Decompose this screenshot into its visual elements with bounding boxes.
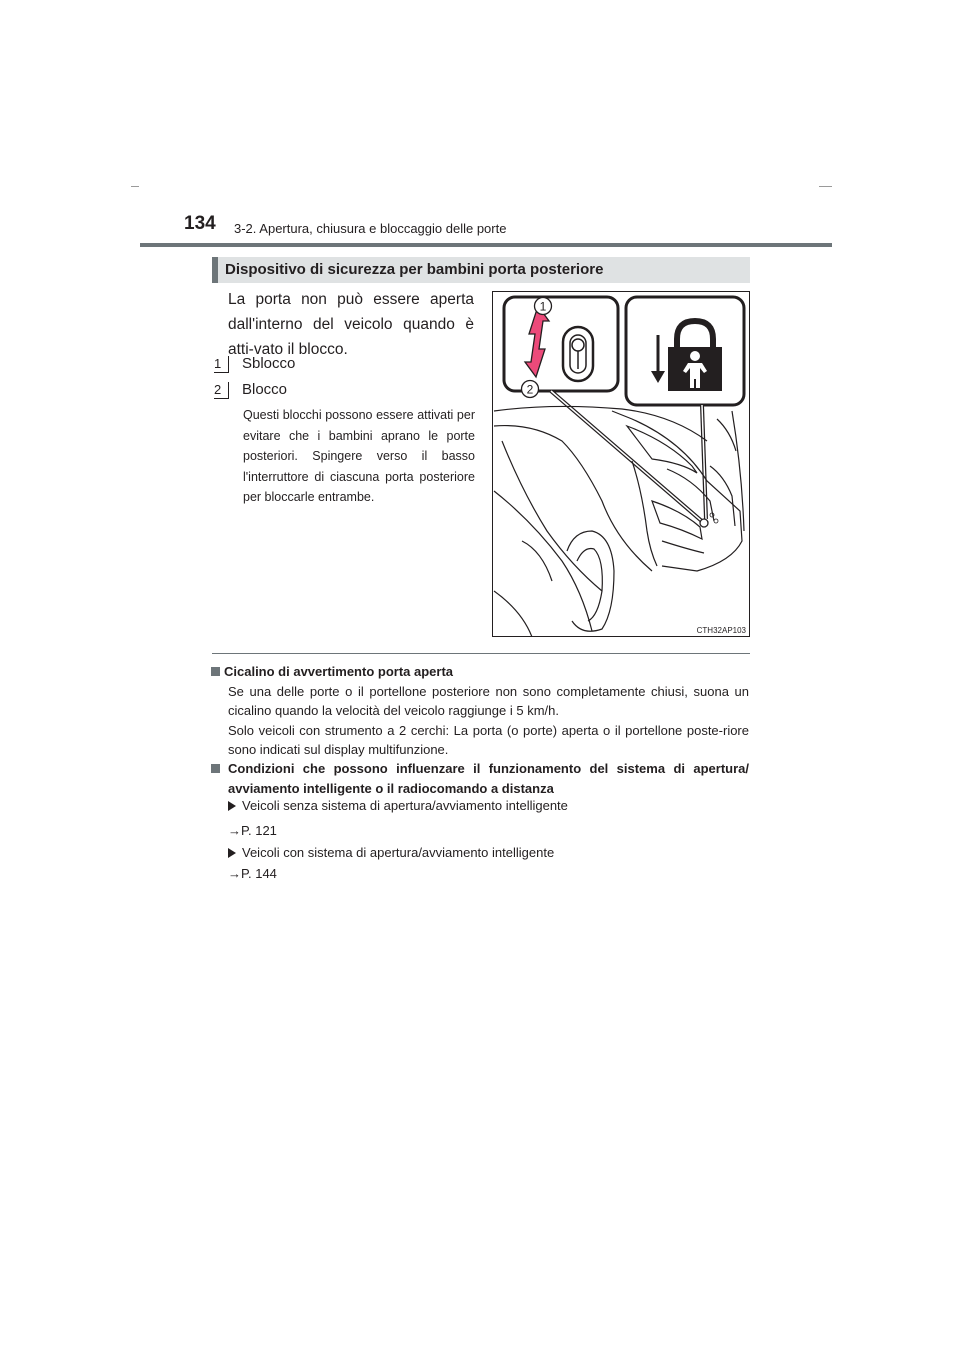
info-block-smart-entry [211,759,749,798]
child-icon [690,351,700,361]
square-bullet-icon [211,667,220,676]
subitem-with-smart-entry [228,845,554,860]
arrow-right-icon: → [228,823,241,838]
header-rule [140,243,832,247]
page-number: 134 [184,213,216,234]
arrow-right-icon: → [228,866,241,881]
page-reference-link[interactable] [228,866,277,881]
item-label: Blocco [242,381,288,398]
triangle-bullet-icon [228,848,236,858]
square-bullet-icon [211,764,220,773]
section-intro: La porta non può essere aperta dall'interno del veicolo quando è atti-vato il blocco. [228,291,474,358]
info-heading: Cicalino di avvertimento porta aperta [224,664,454,679]
info-heading-row [211,662,749,682]
child-lock-illustration [492,291,750,637]
info-paragraph: Se una delle porte o il portellone posteriore non sono completamente chiusi, suona un cicalino quando la velocità del veicolo raggiunge i 5 km/h. [228,683,749,718]
illustration-svg [492,291,750,637]
item-label: Sblocco [242,355,296,372]
item-number: 1 [214,356,229,373]
info-block-door-warning [211,662,749,760]
triangle-bullet-icon [228,801,236,811]
switch-callout-panel [504,297,618,391]
callout-2: 2 [526,382,534,397]
subitem-label: Veicoli con sistema di apertura/avviamento intelligente [242,845,555,860]
list-item-lock [214,381,288,401]
list-item-unlock [214,355,296,375]
section-note: Questi blocchi possono essere attivati per evitare che i bambini aprano le porte posteriori. Spingere verso il basso l'interruttore di ciascuna porta posteriore per bloccarle entrambe. [243,408,475,504]
page-reference: P. 121 [241,823,277,838]
info-paragraph: Solo veicoli con strumento a 2 cerchi: La porta (o porte) aperta o il portellone poste-riore sono indicati sul display multifunzione. [228,722,749,757]
page-reference: P. 144 [241,866,277,881]
chapter-title: 3-2. Apertura, chiusura e bloccaggio delle porte [234,221,507,236]
section-heading-marker [212,257,218,283]
subitem-no-smart-entry [228,798,568,813]
section-title: Dispositivo di sicurezza per bambini porta posteriore [225,261,604,278]
crop-mark-right [819,186,832,187]
item-number: 2 [214,382,229,399]
info-heading: Condizioni che possono influenzare il funzionamento del sistema di apertura/ avviamento intelligente o il radiocomando a distanza [228,761,749,796]
section-separator [212,653,750,654]
crop-mark-left [131,186,139,187]
subitem-label: Veicoli senza sistema di apertura/avviamento intelligente [242,798,568,813]
info-heading-row [211,759,749,798]
section-heading-bar [212,257,750,283]
figure-code: CTH32AP103 [696,626,746,635]
callout-1: 1 [539,299,547,314]
page-reference-link[interactable] [228,823,277,838]
